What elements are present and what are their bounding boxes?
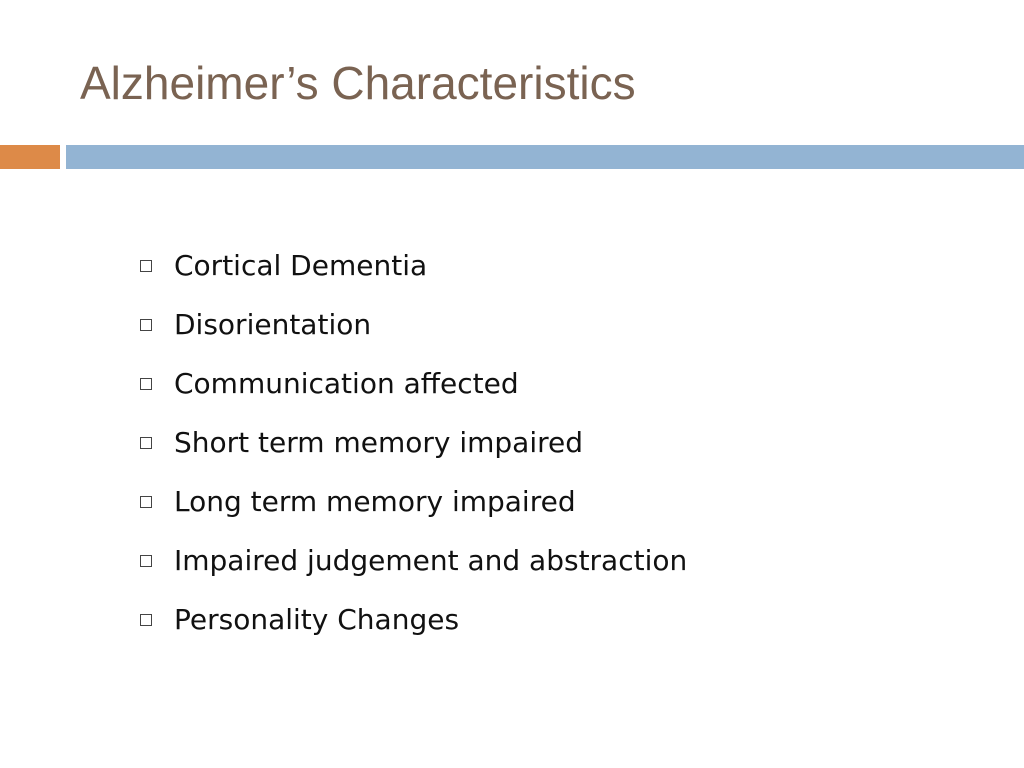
bullet-item [140, 413, 687, 472]
bullet-text: Communication affected [174, 367, 519, 400]
bullet-text: Disorientation [174, 308, 372, 341]
bullet-list [140, 236, 687, 649]
hollow-square-bullet-icon [140, 319, 152, 331]
bullet-item [140, 354, 687, 413]
bullet-item [140, 531, 687, 590]
bullet-text: Personality Changes [174, 603, 460, 636]
hollow-square-bullet-icon [140, 614, 152, 626]
hollow-square-bullet-icon [140, 555, 152, 567]
accent-bar-blue [66, 145, 1024, 169]
bullet-text: Short term memory impaired [174, 426, 583, 459]
hollow-square-bullet-icon [140, 437, 152, 449]
bullet-item [140, 472, 687, 531]
hollow-square-bullet-icon [140, 260, 152, 272]
bullet-item [140, 236, 687, 295]
slide-title: Alzheimer’s Characteristics [80, 57, 636, 109]
bullet-item [140, 590, 687, 649]
bullet-item [140, 295, 687, 354]
hollow-square-bullet-icon [140, 378, 152, 390]
hollow-square-bullet-icon [140, 496, 152, 508]
bullet-text: Cortical Dementia [174, 249, 428, 282]
bullet-text: Long term memory impaired [174, 485, 576, 518]
accent-bar-orange [0, 145, 60, 169]
bullet-text: Impaired judgement and abstraction [174, 544, 688, 577]
